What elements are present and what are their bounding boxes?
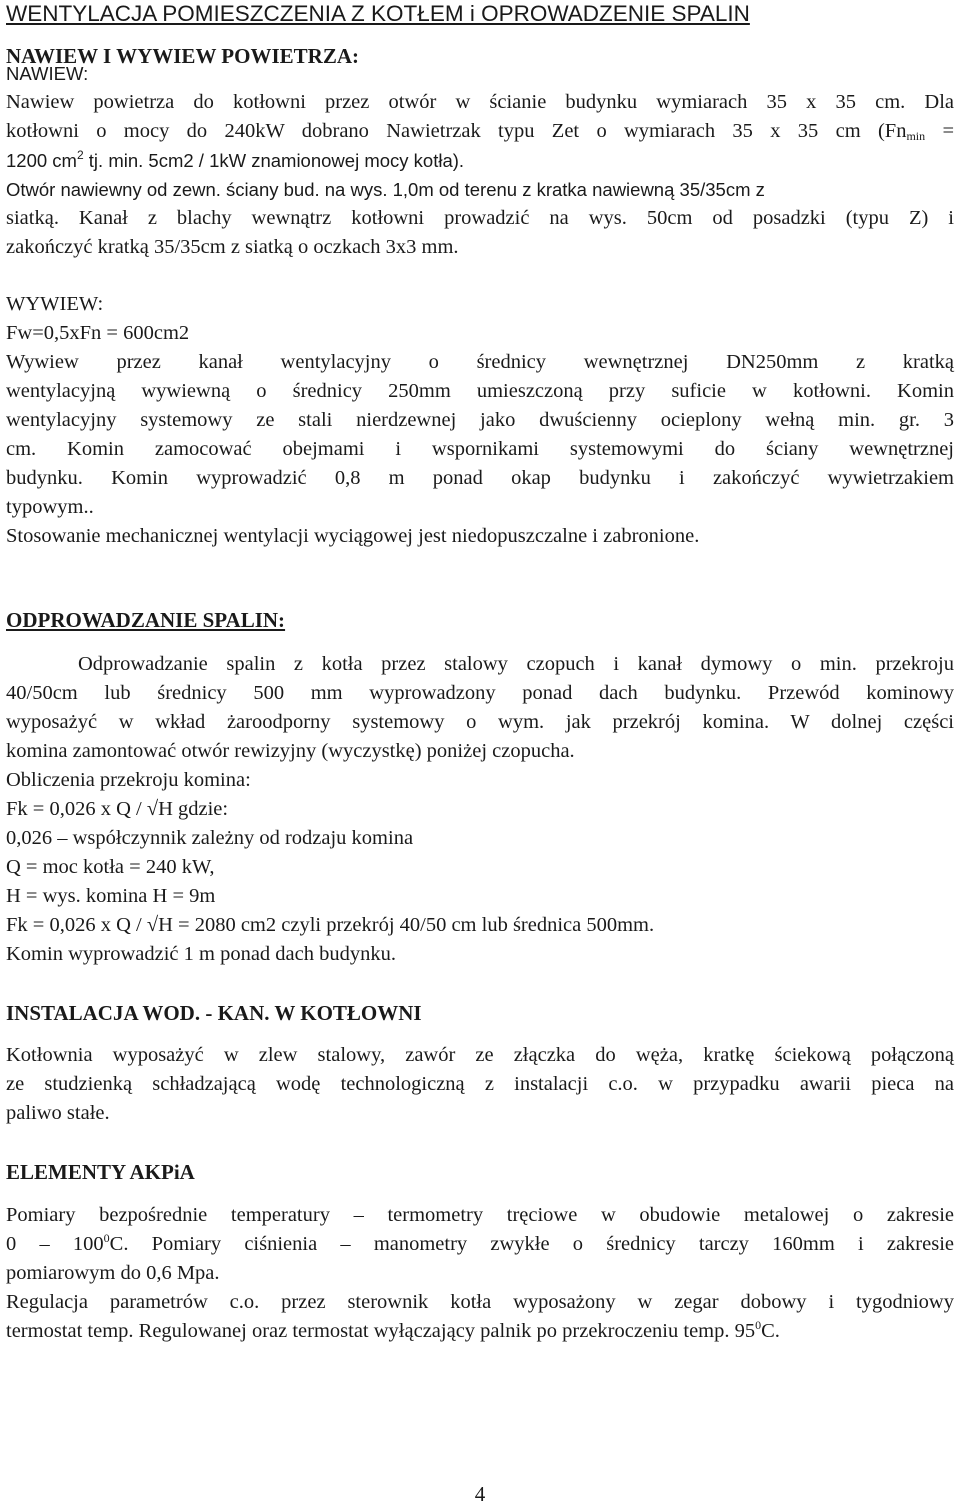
wywiew-line-1: Wywiew przez kanał wentylacyjny o średnicy wewnętrznej DN250mm z kratką	[6, 351, 954, 373]
formula-1: Fk = 0,026 x Q / √H gdzie:	[6, 798, 229, 820]
instalacja-line-1: Kotłownia wyposażyć w zlew stalowy, zawór ze złączka do węża, kratkę ściekową połączoną	[6, 1044, 954, 1066]
wywiew-line-5: budynku. Komin wyprowadzić 0,8 m ponad okap budynku i zakończyć wywietrzakiem	[6, 467, 954, 489]
akpia-line-2: $0 - 100^0C$. Pomiary ciśnienia – manometry zwykłe o średnicy tarczy 160mm i zakresie	[6, 1231, 955, 1255]
wywiew-line-2: wentylacyjną wywiewną o średnicy 250mm umieszczoną przy suficie w kotłowni. Komin	[6, 380, 954, 402]
wywiew-label: WYWIEW:	[6, 293, 104, 315]
wywiew-formula: Fw=0,5xFn = 600cm2	[6, 322, 190, 344]
nawiew-line-4: Otwór nawiewny od zewn. ściany bud. na wys. 1,0m od terenu z kratka nawiewną 35/35cm z	[6, 179, 765, 200]
spaliny-line-1: Odprowadzanie spalin z kotła przez stalowy czopuch i kanał dymowy o min. przekroju	[78, 653, 954, 675]
spaliny-line-3: wyposażyć w wkład żaroodporny systemowy o wym. jak przekrój komina. W dolnej części	[6, 711, 954, 733]
section-heading-nawiew-wywiew: NAWIEW I WYWIEW POWIETRZA:	[6, 44, 359, 68]
nawiew-line-2: kotłowni o mocy do 240kW dobrano Nawietrzak typu Zet o wymiarach 35 x 35 cm ($Fn_{min}$ =	[6, 120, 955, 143]
spaliny-line-2: 40/50cm lub średnicy 500 mm wyprowadzony ponad dach budynku. Przewód kominowy	[6, 682, 954, 704]
wywiew-line-6: typowym..	[6, 496, 94, 518]
section-heading-instalacja: INSTALACJA WOD. - KAN. W KOTŁOWNI	[6, 1001, 422, 1025]
akpia-line-1: Pomiary bezpośrednie temperatury – termometry tręciowe w obudowie metalowej o zakresie	[6, 1204, 954, 1226]
page-number: 4	[474, 1482, 486, 1506]
akpia-line-5: termostat temp. Regulowanej oraz termostat wyłączający palnik po przekroczeniu temp. $95^0C$.	[6, 1318, 780, 1342]
wywiew-line-4: cm. Komin zamocować obejmami i wspornikami systemowymi do ściany wewnętrznej	[6, 438, 954, 460]
instalacja-line-2: ze studzienką schładzającą wodę technologiczną z instalacji c.o. w przypadku awarii pieca na	[6, 1073, 954, 1095]
calc-title: Obliczenia przekroju komina:	[6, 769, 251, 791]
nawiew-label: NAWIEW:	[6, 63, 89, 84]
formula-3: Q = moc kotła = 240 kW,	[6, 856, 215, 878]
akpia-line-3: pomiarowym do 0,6 Mpa.	[6, 1262, 220, 1284]
nawiew-line-5: siatką. Kanał z blachy wewnątrz kotłowni prowadzić na wys. 50cm od posadzki (typu Z) i	[6, 207, 954, 229]
nawiew-line-6: zakończyć kratką 35/35cm z siatką o oczkach 3x3 mm.	[6, 236, 459, 258]
section-heading-spaliny: ODPROWADZANIE SPALIN:	[6, 608, 286, 632]
formula-5: Fk = 0,026 x Q / √H = 2080 cm2 czyli przekrój 40/50 cm lub średnica 500mm.	[6, 914, 655, 936]
formula-6: Komin wyprowadzić 1 m ponad dach budynku.	[6, 943, 396, 965]
spaliny-line-4: komina zamontować otwór rewizyjny (wyczystkę) poniżej czopucha.	[6, 740, 575, 762]
nawiew-line-3: 1200 $cm^2$ tj. min. 5cm2 / 1kW znamionowej mocy kotła).	[6, 148, 465, 171]
wywiew-line-7: Stosowanie mechanicznej wentylacji wyciągowej jest niedopuszczalne i zabronione.	[6, 525, 700, 547]
section-heading-akpia: ELEMENTY AKPiA	[6, 1160, 195, 1184]
document-title: WENTYLACJA POMIESZCZENIA Z KOTŁEM i OPROWADZENIE SPALIN	[6, 1, 750, 26]
akpia-line-4: Regulacja parametrów c.o. przez sterownik kotła wyposażony w zegar dobowy i tygodniowy	[6, 1291, 954, 1313]
wywiew-line-3: wentylacyjny systemowy ze stali nierdzewnej jako dwuścienny ocieplony wełną min. gr. 3	[6, 409, 954, 431]
formula-4: H = wys. komina H = 9m	[6, 885, 216, 907]
instalacja-line-3: paliwo stałe.	[6, 1102, 110, 1124]
nawiew-line-1: Nawiew powietrza do kotłowni przez otwór w ścianie budynku wymiarach 35 x 35 cm. Dla	[6, 91, 954, 113]
formula-2: 0,026 – współczynnik zależny od rodzaju komina	[6, 827, 414, 849]
